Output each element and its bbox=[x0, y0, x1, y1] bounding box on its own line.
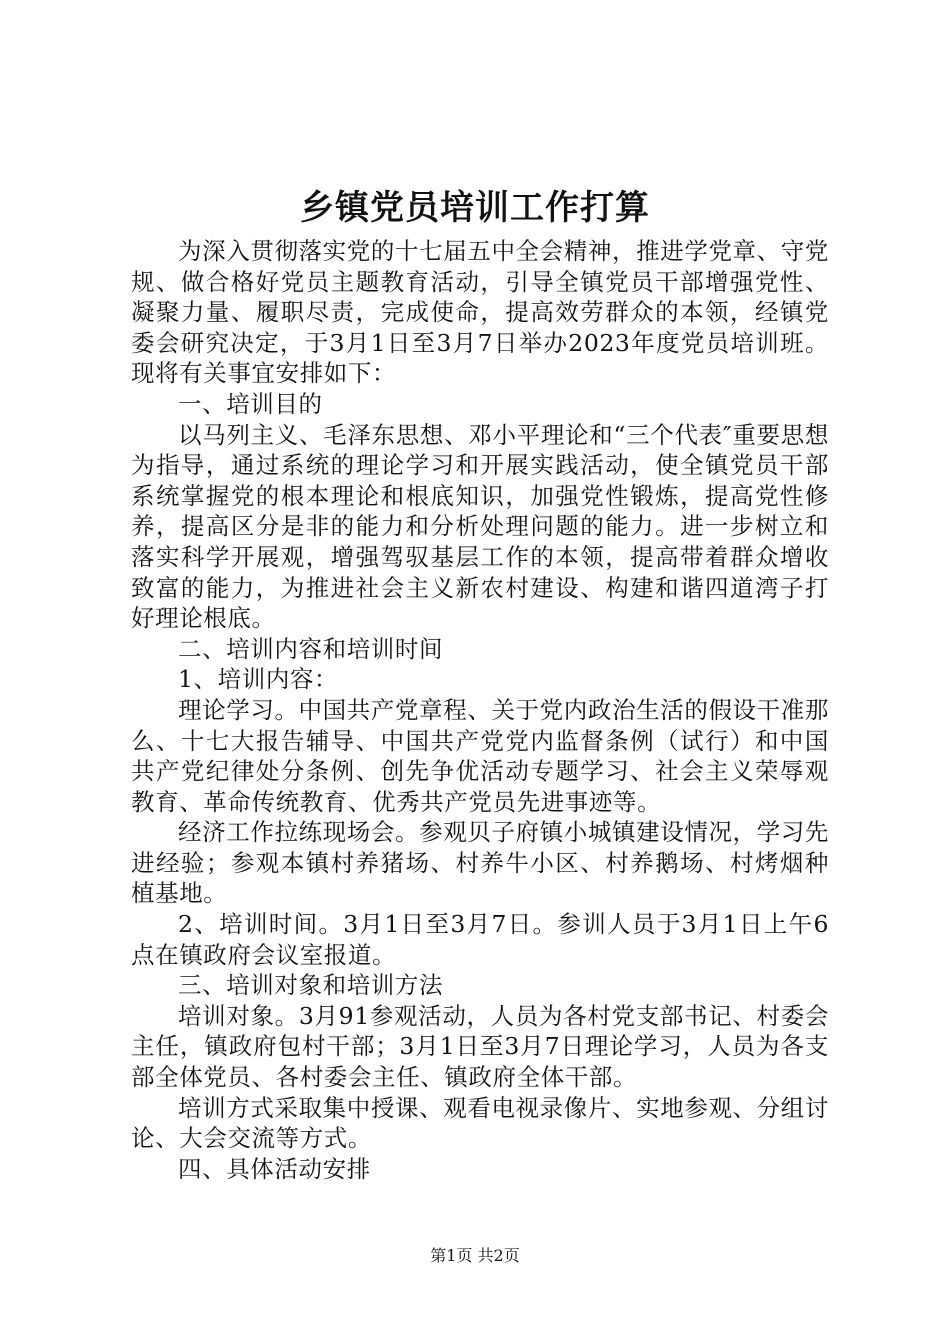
subheading-training-content: 1、培训内容： bbox=[178, 665, 339, 694]
paragraph-intro: 为深入贯彻落实党的十七届五中全会精神，推进学党章、守党规、做合格好党员主题教育活动，引导全镇党员干部增强党性、凝聚力量、履职尽责，完成使命，提高效劳群众的本领，经镇党委会研究决定，于3月1日至3月7日举办2023年度党员培训班。现将有关事宜安排如下： bbox=[131, 237, 829, 388]
page-number-footer: 第1页 共2页 bbox=[430, 1246, 520, 1265]
paragraph-training-methods: 培训方式采取集中授课、观看电视录像片、实地参观、分组讨论、大会交流等方式。 bbox=[131, 1093, 829, 1153]
paragraph-purpose: 以马列主义、毛泽东思想、邓小平理论和“三个代表″重要思想为指导，通过系统的理论学习和开展实践活动，使全镇党员干部系统掌握党的根本理论和根底知识，加强党性锻炼，提高党性修养，提高区分是非的能力和分析处理问题的能力。进一步树立和落实科学开展观，增强驾驭基层工作的本领，提高带着群众增收致富的能力，为推进社会主义新农村建设、构建和谐四道湾子打好理论根底。 bbox=[131, 420, 829, 633]
document-title: 乡镇党员培训工作打算 bbox=[300, 188, 650, 228]
heading-activity-schedule: 四、具体活动安排 bbox=[178, 1154, 371, 1183]
paragraph-training-targets: 培训对象。3月91参观活动，人员为各村党支部书记、村委会主任，镇政府包村干部；3月1日至3月7日理论学习，人员为各支部全体党员、各村委会主任、镇政府全体干部。 bbox=[131, 1001, 829, 1092]
paragraph-training-time: 2、培训时间。3月1日至3月7日。参训人员于3月1日上午6点在镇政府会议室报道。 bbox=[131, 910, 829, 969]
paragraph-theory-study: 理论学习。中国共产党章程、关于党内政治生活的假设干准那么、十七大报告辅导、中国共产党党内监督条例（试行）和中国共产党纪律处分条例、创先争优活动专题学习、社会主义荣辱观教育、革命传统教育、优秀共产党员先进事迹等。 bbox=[131, 695, 829, 816]
heading-training-purpose: 一、培训目的 bbox=[178, 389, 323, 418]
heading-targets-and-methods: 三、培训对象和培训方法 bbox=[178, 971, 444, 1000]
document-body bbox=[131, 236, 829, 1184]
heading-content-and-time: 二、培训内容和培训时间 bbox=[178, 634, 444, 663]
paragraph-field-visit: 经济工作拉练现场会。参观贝子府镇小城镇建设情况，学习先进经验；参观本镇村养猪场、村养牛小区、村养鹅场、村烤烟种植基地。 bbox=[131, 818, 829, 908]
